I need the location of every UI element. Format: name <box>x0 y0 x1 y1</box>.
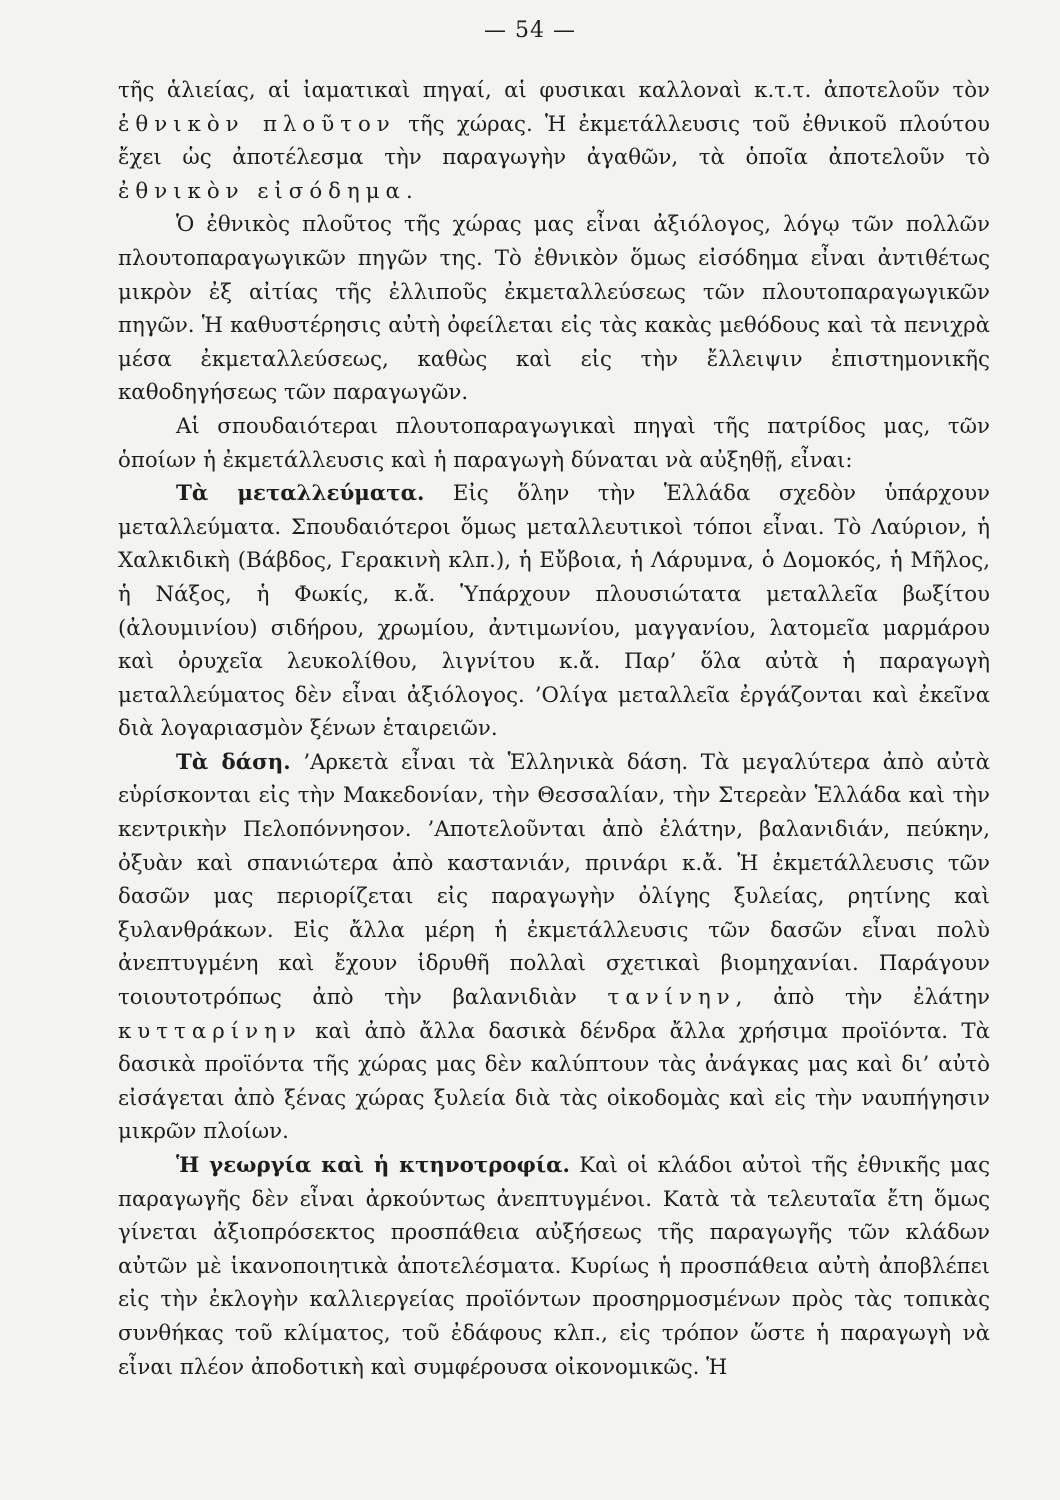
section-heading: Τὰ μεταλλεύματα. <box>176 481 425 507</box>
text-run: Ὁ ἐθνικὸς πλοῦτος τῆς χώρας μας εἶναι ἀξιόλογος, λόγῳ τῶν πολλῶν πλουτοπαραγωγικῶν πηγῶν της. Τὸ ἐθνικὸν ὅμως εἰσόδημα εἶναι ἀντιθέτως μικρὸν ἐξ αἰτίας τῆς ἐλλιποῦς ἐκμεταλλεύσεως τῶν πλουτοπαραγωγικῶν πηγῶν. Ἡ καθυστέρησις αὐτὴ ὀφείλεται εἰς τὰς κακὰς μεθόδους καὶ τὰ πενιχρὰ μέσα ἐκμεταλλεύσεως, καθὼς καὶ εἰς τὴν ἔλλειψιν ἐπιστημονικῆς καθοδηγήσεως τῶν παραγωγῶν. <box>118 212 990 406</box>
paragraph <box>118 1149 990 1384</box>
text-run: , ἀπὸ τὴν ἐλάτην <box>735 985 990 1011</box>
text-run: τῆς ἁλιείας, αἱ ἰαματικαὶ πηγαί, αἱ φυσικαι καλλοναὶ κ.τ.τ. ἀποτελοῦν τὸν <box>118 78 990 103</box>
paragraph <box>118 477 990 746</box>
section-heading: Ἡ γεωργία καὶ ἡ κτηνοτροφία. <box>176 1153 570 1178</box>
paragraph <box>118 208 990 410</box>
body-text <box>118 74 990 1384</box>
page-number: — 54 — <box>484 18 576 43</box>
text-run: Εἰς ὅλην τὴν Ἑλλάδα σχεδὸν ὑπάρχουν μεταλλεύματα. Σπουδαιότεροι ὅμως μεταλλευτικοὶ τόποι εἶναι. Τὸ Λαύριον, ἡ Χαλκιδικὴ (Βάβδος, Γερακινὴ κλπ.), ἡ Εὔβοια, ἡ Λάρυμνα, ὁ Δομοκός, ἡ Μῆλος, ἡ Νάξος, ἡ Φωκίς, κ.ἄ. Ὑπάρχουν πλουσιώτατα μεταλλεῖα βωξίτου (ἀλουμινίου) σιδήρου, χρωμίου, ἀντιμωνίου, μαγγανίου, λατομεῖα μαρμάρου καὶ ὀρυχεῖα λευκολίθου, λιγνίτου κ.ἄ. Παρ’ ὅλα αὐτὰ ἡ παραγωγὴ μεταλλεύματος δὲν εἶναι ἀξιόλογος. ’Ολίγα μεταλλεῖα ἐργάζονται καὶ ἐκεῖνα διὰ λογαριασμὸν ξένων ἑταιρειῶν. <box>118 481 990 742</box>
emphasized-term: ἐθνικὸν εἰσόδημα <box>118 178 406 204</box>
text-run: Καὶ οἱ κλάδοι αὐτοὶ τῆς ἐθνικῆς μας παραγωγῆς δὲν εἶναι ἀρκούντως ἀνεπτυγμένοι. Κατὰ τὰ τελευταῖα ἔτη ὅμως γίνεται ἀξιοπρόσεκτος προσπάθεια αὐξήσεως τῆς παραγωγῆς τῶν κλάδων αὐτῶν μὲ ἱκανοποιητικὰ ἀποτελέσματα. Κυρίως ἡ προσπάθεια αὐτὴ ἀποβλέπει εἰς τὴν ἐκλογὴν καλλιεργείας προϊόντων προσηρμοσμένων πρὸς τὰς τοπικὰς συνθήκας τοῦ κλίματος, τοῦ ἐδάφους κλπ., εἰς τρόπον ὥστε ἡ παραγωγὴ νὰ εἶναι πλέον ἀποδοτικὴ καὶ συμφέρουσα οἰκονομικῶς. Ἡ <box>118 1153 990 1380</box>
section-heading: Τὰ δάση. <box>176 749 291 775</box>
emphasized-term: τανίνην <box>607 985 736 1011</box>
text-run: τῆς χώρας. Ἡ ἐκμετάλλευσις τοῦ ἐθνικοῦ πλούτου ἔχει ὡς ἀποτέλεσμα τὴν παραγωγὴν ἀγαθῶν, τὰ ὁποῖα ἀποτελοῦν τὸ <box>118 111 990 171</box>
emphasized-term: ἐθνικὸν πλοῦτον <box>118 111 396 137</box>
text-run: Αἱ σπουδαιότεραι πλουτοπαραγωγικαὶ πηγαὶ τῆς πατρίδος μας, τῶν ὁποίων ἡ ἐκμετάλλευσις καὶ ἡ παραγωγὴ δύναται νὰ αὐξηθῇ, εἶναι: <box>118 413 990 473</box>
text-run: . <box>405 178 413 204</box>
text-run: ’Αρκετὰ εἶναι τὰ Ἑλληνικὰ δάση. Τὰ μεγαλύτερα ἀπὸ αὐτὰ εὑρίσκονται εἰς τὴν Μακεδονίαν, τὴν Θεσσαλίαν, τὴν Στερεὰν Ἑλλάδα καὶ τὴν κεντρικὴν Πελοπόννησον. ’Αποτελοῦνται ἀπὸ ἐλάτην, βαλανιδιάν, πεύκην, ὀξυὰν καὶ σπανιώτερα ἀπὸ καστανιάν, πρινάρι κ.ἄ. Ἡ ἐκμετάλλευσις τῶν δασῶν μας περιορίζεται εἰς παραγωγὴν ὀλίγης ξυλείας, ρητίνης καὶ ξυλανθράκων. Εἰς ἄλλα μέρη ἡ ἐκμετάλλευσις τῶν δασῶν εἶναι πολὺ ἀνεπτυγμένη καὶ ἔχουν ἱδρυθῆ πολλαὶ σχετικαὶ βιομηχανίαι. Παράγουν τοιουτοτρόπως ἀπὸ τὴν βαλανιδιὰν <box>118 749 990 1011</box>
paragraph <box>118 746 990 1149</box>
paragraph <box>118 410 990 477</box>
paragraph <box>118 74 990 208</box>
emphasized-term: κυτταρίνην <box>118 1018 302 1044</box>
text-run: καὶ ἀπὸ ἄλλα δασικὰ δένδρα ἄλλα χρήσιμα προϊόντα. Τὰ δασικὰ προϊόντα τῆς χώρας μας δὲν καλύπτουν τὰς ἀνάγκας μας καὶ δι’ αὐτὸ εἰσάγεται ἀπὸ ξένας χώρας ξυλεία διὰ τὰς οἰκοδομὰς καὶ εἰς τὴν ναυπήγησιν μικρῶν πλοίων. <box>118 1018 990 1145</box>
